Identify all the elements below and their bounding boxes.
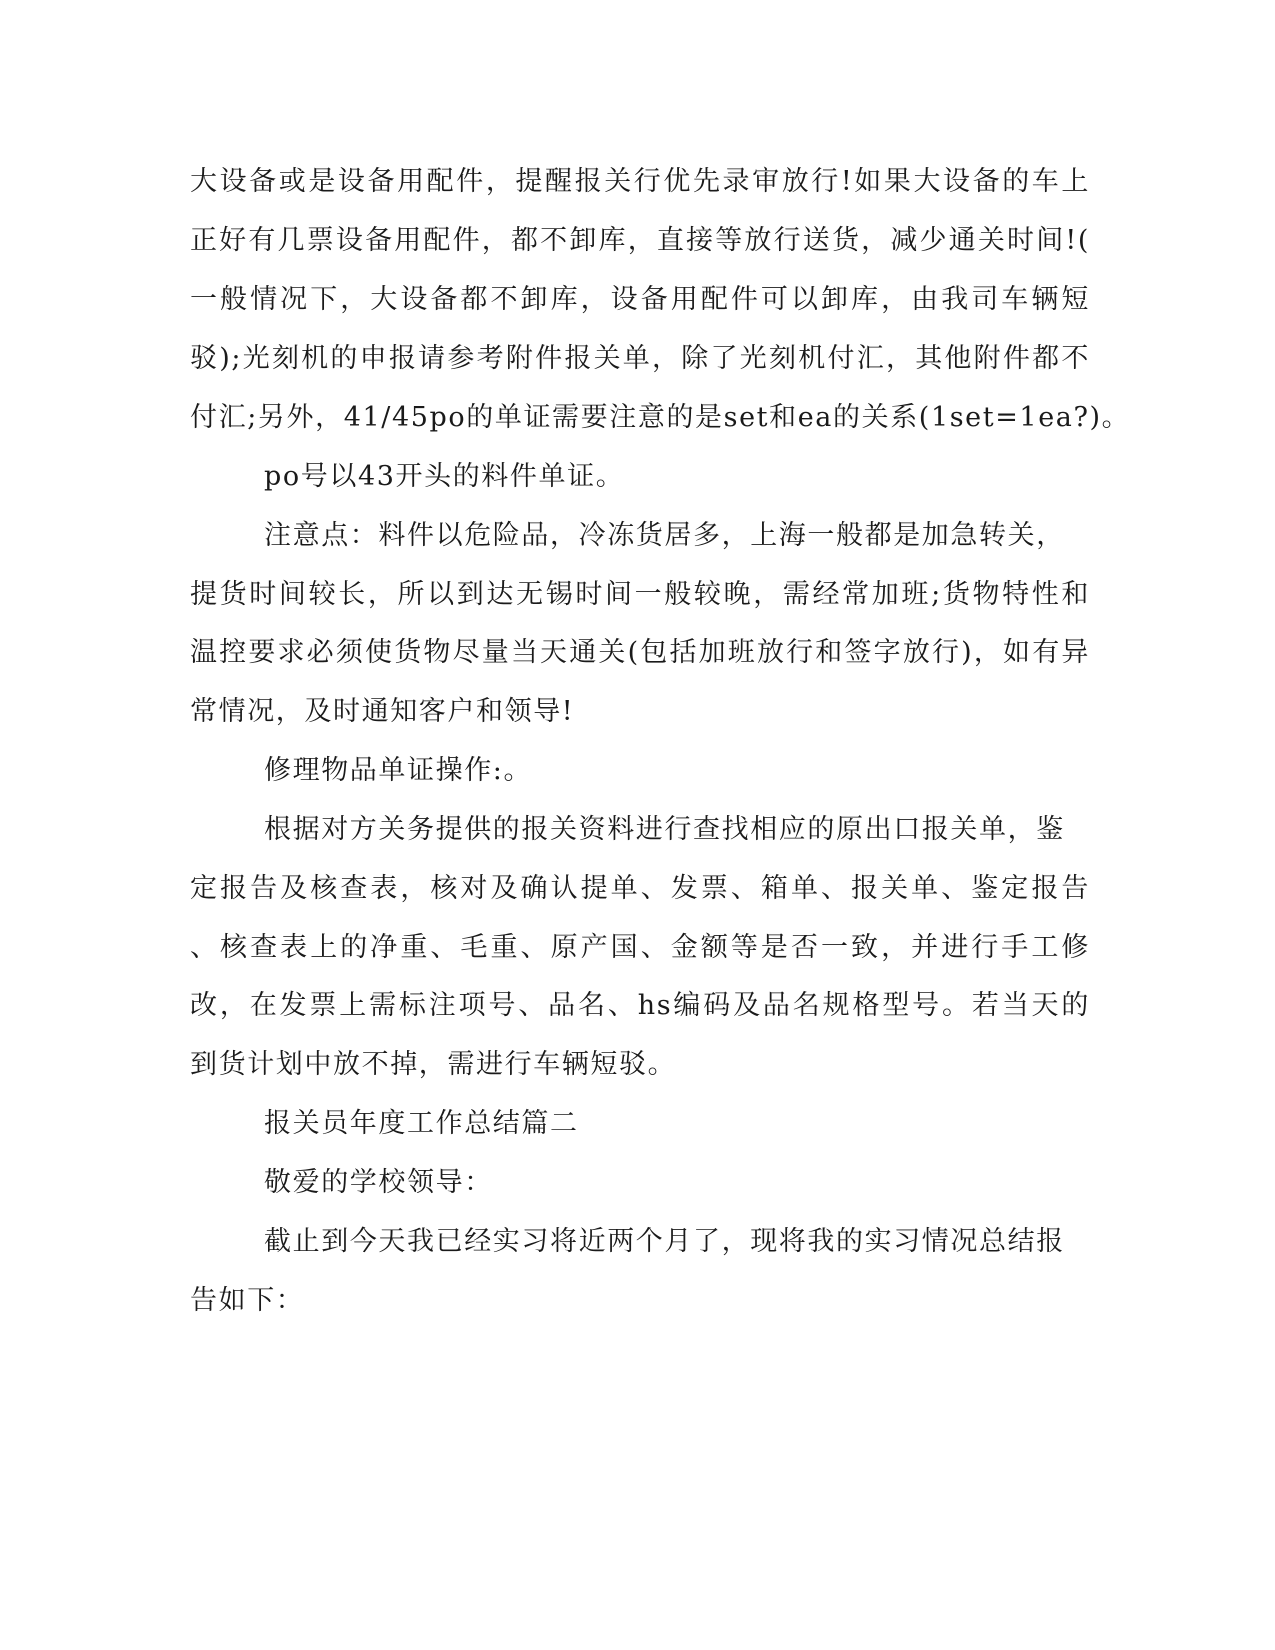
text-line: 定报告及核查表，核对及确认提单、发票、箱单、报关单、鉴定报告 xyxy=(190,873,1090,904)
text-line: 一般情况下，大设备都不卸库，设备用配件可以卸库，由我司车辆短 xyxy=(190,284,1090,315)
salutation: 敬爱的学校领导： xyxy=(264,1167,493,1198)
text-line: 常情况，及时通知客户和领导! xyxy=(190,696,575,727)
text-line: 、核查表上的净重、毛重、原产国、金额等是否一致，并进行手工修 xyxy=(190,932,1090,963)
text-line: 驳);光刻机的申报请参考附件报关单，除了光刻机付汇，其他附件都不 xyxy=(190,343,1090,374)
text-line: 告如下： xyxy=(190,1285,305,1316)
text-line: 提货时间较长，所以到达无锡时间一般较晚，需经常加班;货物特性和 xyxy=(190,579,1090,610)
text-line: 大设备或是设备用配件，提醒报关行优先录审放行!如果大设备的车上 xyxy=(190,166,1090,197)
text-line: 根据对方关务提供的报关资料进行查找相应的原出口报关单，鉴 xyxy=(264,814,1065,845)
text-line: 截止到今天我已经实习将近两个月了，现将我的实习情况总结报 xyxy=(264,1226,1065,1257)
text-line: 注意点：料件以危险品，冷冻货居多，上海一般都是加急转关， xyxy=(264,520,1065,551)
text-line: 温控要求必须使货物尽量当天通关(包括加班放行和签字放行)，如有异 xyxy=(190,637,1090,668)
text-line: 付汇;另外，41/45po的单证需要注意的是set和ea的关系(1set=1ea?)。 xyxy=(190,402,1131,433)
text-line: 修理物品单证操作:。 xyxy=(264,755,533,786)
text-line: po号以43开头的料件单证。 xyxy=(264,461,625,492)
text-line: 正好有几票设备用配件，都不卸库，直接等放行送货，减少通关时间!( xyxy=(190,225,1090,256)
text-line: 到货计划中放不掉，需进行车辆短驳。 xyxy=(190,1049,677,1080)
section-heading: 报关员年度工作总结篇二 xyxy=(264,1108,579,1139)
text-line: 改，在发票上需标注项号、品名、hs编码及品名规格型号。若当天的 xyxy=(190,990,1090,1021)
